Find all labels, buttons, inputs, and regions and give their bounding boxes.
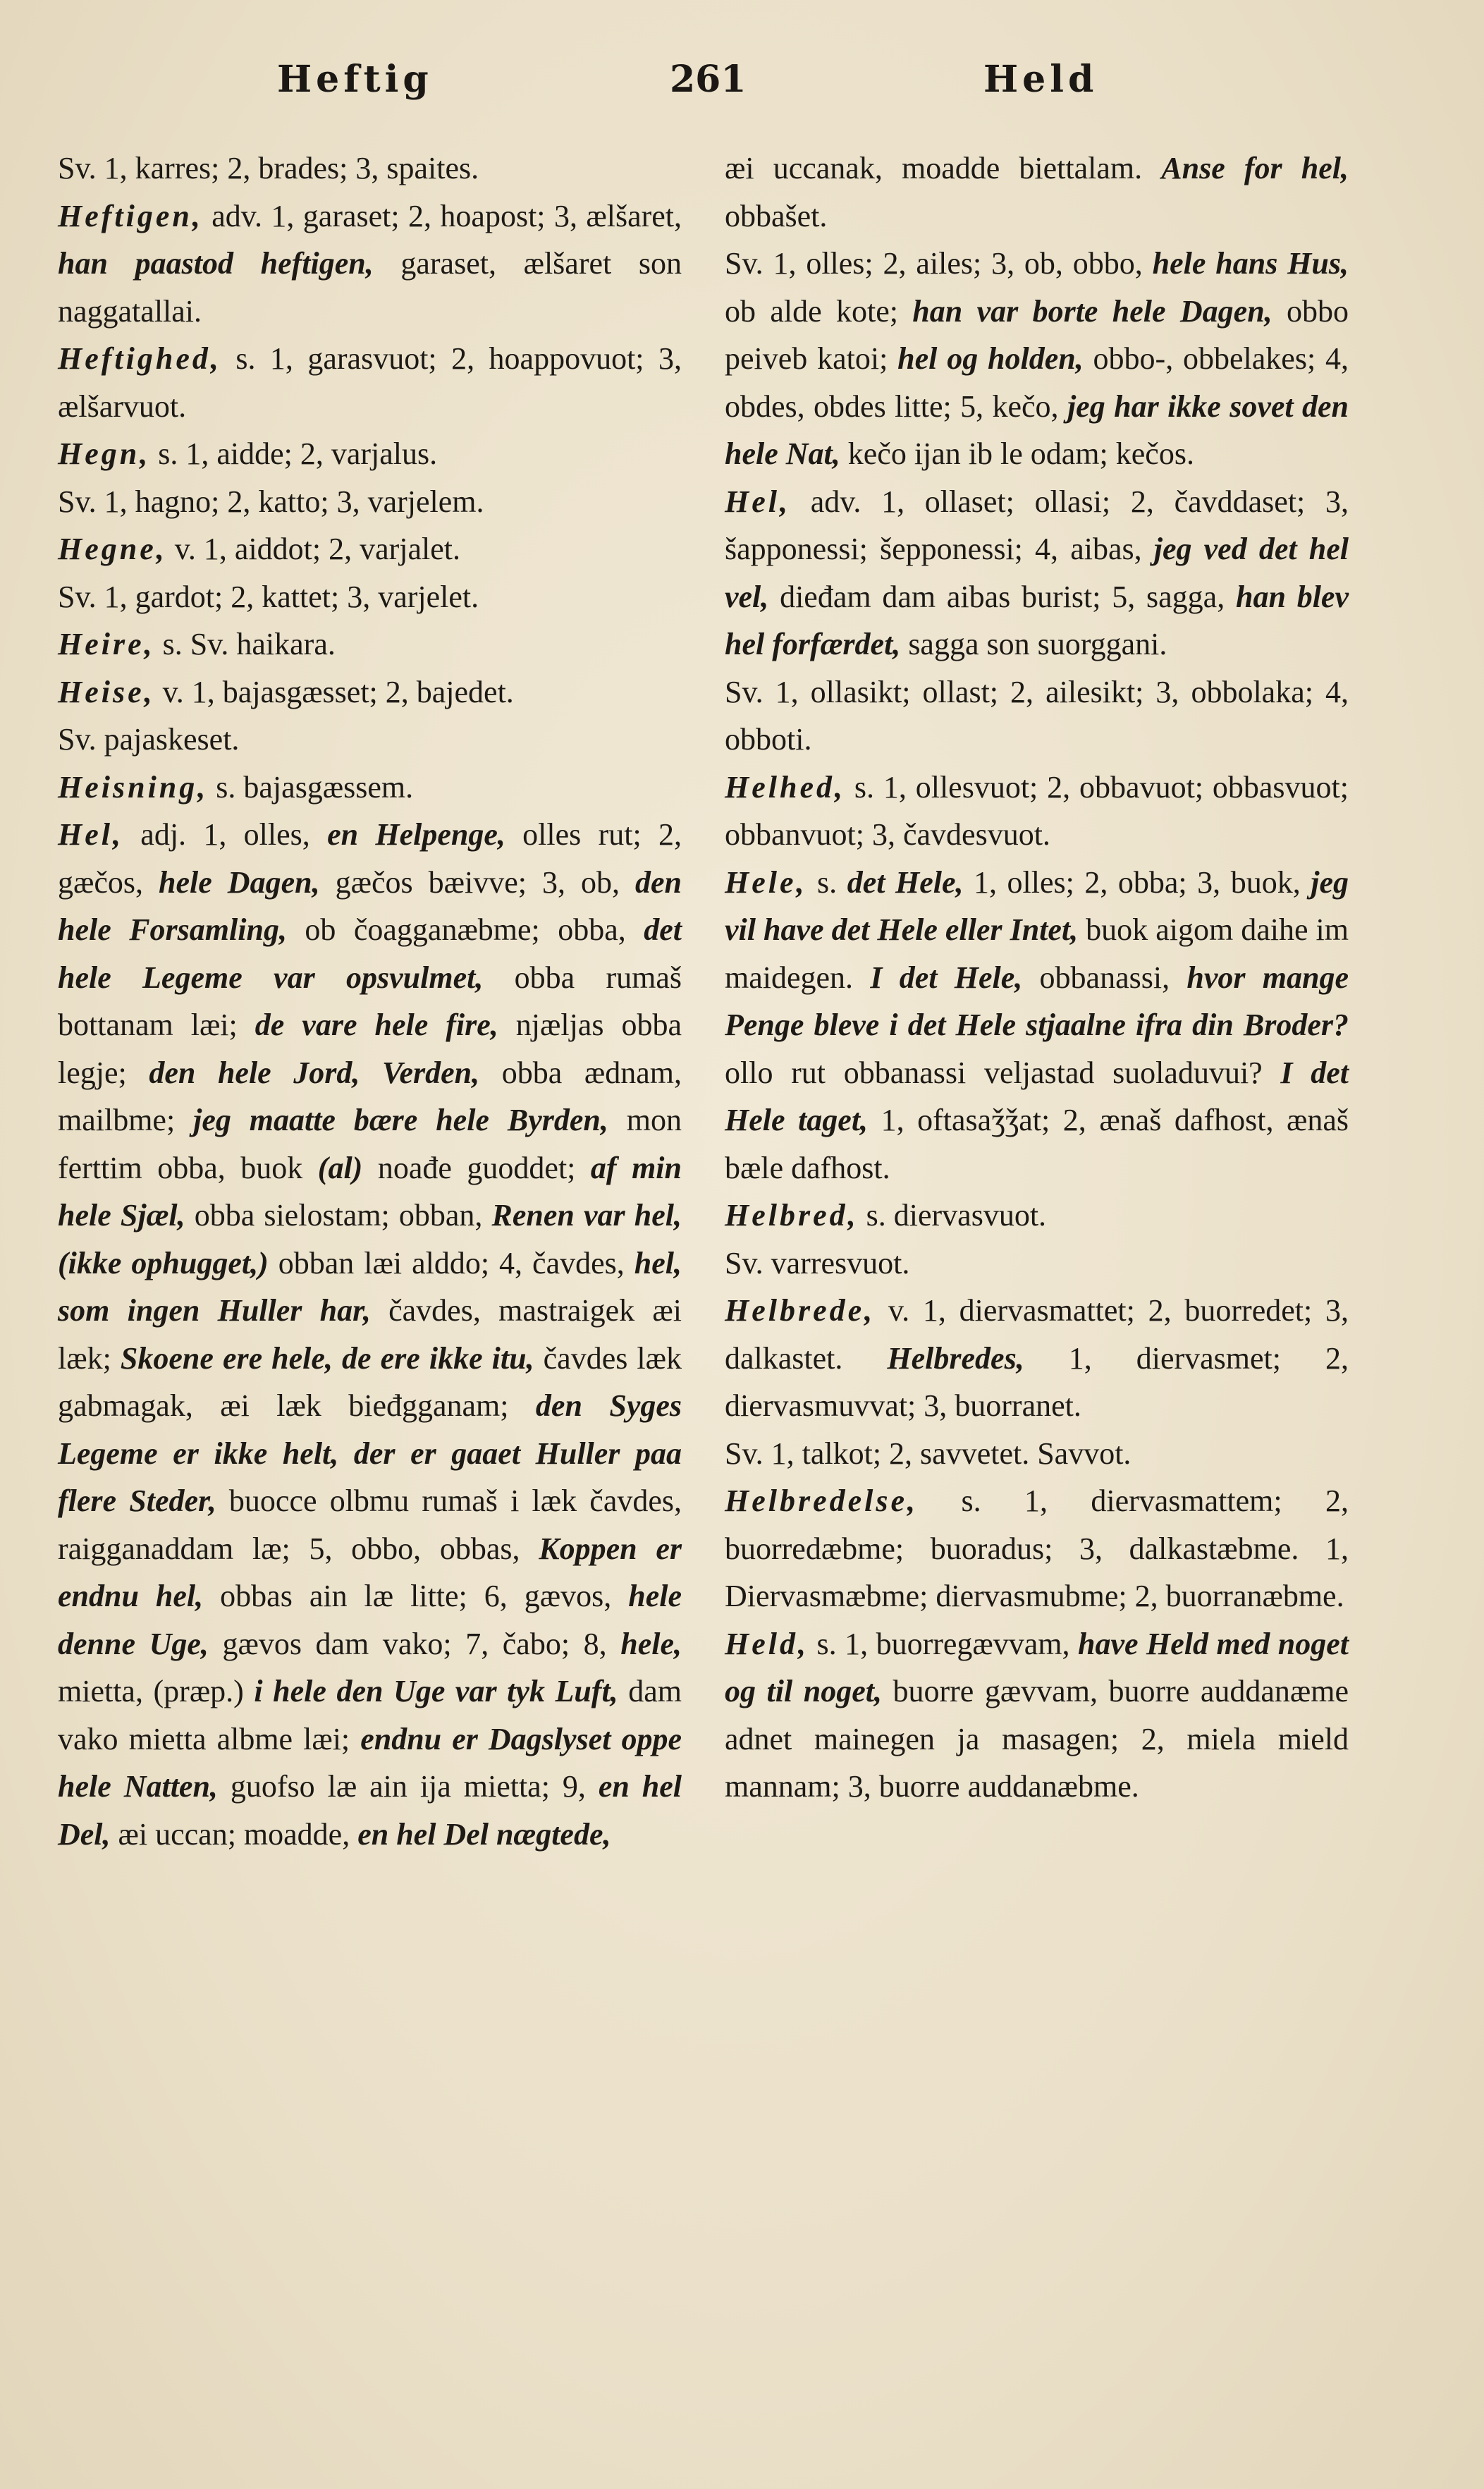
running-header [0, 58, 1484, 114]
entry-text: 1, olles; 2, obba; 3, buok, [963, 864, 1311, 900]
dictionary-entry [58, 192, 682, 336]
dictionary-entry [725, 668, 1349, 764]
entry-text: kečo ijan ib le odam; kečos. [840, 436, 1194, 471]
entry-text: buok aigom daihe im maidegen. [725, 912, 1349, 995]
dictionary-entry [58, 525, 682, 573]
entry-text: Sv. 1, ollasikt; ollast; 2, ailesikt; 3, obbolaka; 4, obboti. [725, 674, 1349, 757]
dictionary-entry [725, 764, 1349, 859]
entry-phrase: det hele Legeme var opsvulmet, [58, 912, 682, 995]
entry-text: obbas ain læ litte; 6, gævos, [203, 1579, 629, 1613]
dictionary-entry [725, 1240, 1349, 1288]
entry-text: čavdes, mastraigek æi læk; [58, 1293, 682, 1376]
entry-text: obbanassi, [1022, 960, 1187, 995]
entry-text: čavdes læk gabmagak, æi læk bieđgganam; [58, 1340, 682, 1423]
dictionary-entry [725, 1287, 1349, 1430]
entry-text: Sv. 1, karres; 2, brades; 3, spaites. [58, 151, 479, 185]
entry-text: Sv. varresvuot. [725, 1245, 910, 1280]
dictionary-entry [725, 1477, 1349, 1620]
entry-text: obbo peiveb katoi; [725, 293, 1349, 376]
entry-text: gæčos bæivve; 3, ob, [319, 864, 636, 900]
entry-text: s. 1, ollesvuot; 2, obbavuot; obbasvuot; obbanvuot; 3, čavdesvuot. [725, 769, 1349, 852]
entry-text: s. 1, buorregævvam, [808, 1626, 1079, 1661]
entry-phrase: hvor mange Penge bleve i det Hele stjaalne ifra din Broder? [725, 960, 1349, 1042]
entry-text: obban læi alddo; 4, čavdes, [268, 1245, 634, 1280]
header-right-word: Held [983, 58, 1098, 101]
entry-phrase: hele denne Uge, [58, 1579, 682, 1661]
entry-phrase: han paastod heftigen, [58, 246, 374, 281]
right-column [725, 145, 1349, 1811]
entry-text: v. 1, bajasgæsset; 2, bajedet. [154, 674, 514, 709]
entry-phrase: af min hele Sjæl, [58, 1150, 682, 1233]
entry-text: æi uccanak, moadde biettalam. [725, 151, 1162, 185]
entry-text: s. 1, garasvuot; 2, hoappovuot; 3, ælšarvuot. [58, 341, 682, 424]
dictionary-entry [725, 859, 1349, 1192]
entry-phrase: hel, som ingen Huller har, [58, 1245, 682, 1328]
entry-headword: Heise, [58, 674, 155, 709]
header-left-word: Heftig [277, 58, 433, 101]
entry-text: obba ædnam, mailbme; [58, 1055, 682, 1137]
entry-text: s. Sv. haikara. [154, 627, 336, 661]
entry-text: s. 1, diervasmattem; 2, buorredæbme; buoradus; 3, dalkastæbme. 1, Diervasmæbme; diervasmubme; 2, buorranæbme. [725, 1484, 1349, 1613]
entry-text: Sv. pajaskeset. [58, 722, 240, 757]
entry-text: s. 1, aidde; 2, varjalus. [150, 436, 438, 471]
entry-headword: Heftighed, [58, 341, 221, 376]
entry-text: buorre gævvam, buorre auddanæme adnet mainegen ja masagen; 2, miela mield mannam; 3, buorre auddanæbme. [725, 1674, 1349, 1804]
entry-phrase: Skoene ere hele, de ere ikke itu, [120, 1340, 534, 1376]
entry-text: noađe guoddet; [362, 1150, 591, 1185]
entry-text: ob alde kote; [725, 293, 913, 329]
entry-headword: Held, [725, 1626, 809, 1661]
dictionary-entry [58, 668, 682, 716]
entry-phrase: det Hele, [847, 864, 964, 900]
entry-phrase: den hele Jord, Verden, [149, 1055, 480, 1090]
entry-phrase: de vare hele fire, [255, 1008, 498, 1042]
dictionary-entry [725, 1620, 1349, 1811]
entry-text: 1, oftasaǯǯat; 2, ænaš dafhost, ænaš bæle dafhost. [725, 1103, 1349, 1185]
entry-text: adv. 1, garaset; 2, hoapost; 3, ælšaret, [202, 198, 682, 233]
entry-phrase: hele, [620, 1626, 682, 1661]
entry-phrase: hel og holden, [897, 341, 1084, 376]
entry-text: mietta, (præp.) [58, 1674, 255, 1708]
entry-phrase: Anse for hel, [1161, 151, 1349, 185]
entry-headword: Hele, [725, 864, 807, 900]
entry-text: adv. 1, ollaset; ollasi; 2, čavddaset; 3, šapponessi; šepponessi; 4, aibas, [725, 484, 1349, 566]
dictionary-entry [58, 811, 682, 1858]
entry-phrase: Renen var hel, (ikke ophugget,) [58, 1198, 682, 1280]
entry-phrase: Koppen er endnu hel, [58, 1531, 682, 1613]
entry-phrase: jeg vil have det Hele eller Intet, [725, 864, 1349, 947]
entry-text: olles rut; 2, gæčos, [58, 817, 682, 900]
dictionary-entry [58, 478, 682, 526]
entry-headword: Heftigen, [58, 198, 203, 233]
entry-text: sagga son suorggani. [900, 627, 1167, 661]
entry-text: æi uccan; moadde, [110, 1816, 358, 1852]
dictionary-entry [58, 335, 682, 430]
entry-text: 1, diervasmet; 2, diervasmuvvat; 3, buorranet. [725, 1340, 1349, 1423]
entry-text: obbo-, obbelakes; 4, obdes, obdes litte; 5, kečo, [725, 341, 1349, 424]
entry-phrase: en Helpenge, [327, 817, 505, 852]
dictionary-entry [58, 620, 682, 668]
entry-text: Sv. 1, talkot; 2, savvetet. Savvot. [725, 1436, 1132, 1471]
entry-text: mon ferttim obba, buok [58, 1103, 682, 1185]
entry-phrase: (al) [317, 1150, 363, 1185]
entry-text: adj. 1, olles, [123, 817, 328, 852]
dictionary-entry [725, 1430, 1349, 1478]
entry-headword: Helbred, [725, 1198, 859, 1233]
entry-text: garaset, ælšaret son naggatallai. [58, 246, 682, 329]
entry-headword: Hegn, [58, 436, 151, 471]
entry-headword: Helbredelse, [725, 1484, 919, 1518]
entry-phrase: han var borte hele Dagen, [912, 293, 1273, 329]
entry-text: dieđam dam aibas burist; 5, sagga, [768, 579, 1236, 614]
dictionary-entry [725, 1192, 1349, 1240]
entry-text: gævos dam vako; 7, čabo; 8, [208, 1626, 621, 1661]
dictionary-entry [725, 240, 1349, 478]
dictionary-entry [58, 145, 682, 192]
entry-text: njæljas obba legje; [58, 1008, 682, 1090]
dictionary-entry [725, 478, 1349, 668]
entry-phrase: en hel Del, [58, 1769, 682, 1852]
entry-phrase: han blev hel forfærdet, [725, 579, 1349, 661]
page-number: 261 [670, 58, 747, 101]
entry-text: guofso læ ain ija mietta; 9, [217, 1769, 599, 1804]
entry-text: obbašet. [725, 198, 828, 233]
entry-text: dam vako mietta albme læi; [58, 1674, 682, 1756]
entry-headword: Hel, [58, 817, 123, 852]
entry-headword: Heisning, [58, 769, 209, 805]
entry-text: Sv. 1, gardot; 2, kattet; 3, varjelet. [58, 579, 479, 614]
dictionary-entry [725, 145, 1349, 240]
entry-text: s. [807, 864, 847, 900]
dictionary-entry [58, 764, 682, 812]
entry-headword: Hegne, [58, 532, 167, 566]
entry-text: obba rumaš bottanam læi; [58, 960, 682, 1042]
entry-phrase: hele hans Hus, [1152, 246, 1349, 281]
entry-phrase: den Syges Legeme er ikke helt, der er gaaet Huller paa flere Steder, [58, 1388, 682, 1518]
entry-phrase: jeg har ikke sovet den hele Nat, [725, 389, 1349, 471]
entry-text: s. bajasgæssem. [208, 769, 414, 805]
entry-headword: Helhed, [725, 769, 845, 805]
entry-text: v. 1, diervasmattet; 2, buorredet; 3, dalkastet. [725, 1293, 1349, 1376]
entry-phrase: endnu er Dagslyset oppe hele Natten, [58, 1721, 682, 1804]
entry-text: ob čoagganæbme; obba, [286, 912, 644, 947]
entry-text: Sv. 1, olles; 2, ailes; 3, ob, obbo, [725, 246, 1153, 281]
entry-text: ollo rut obbanassi veljastad suoladuvui? [725, 1055, 1281, 1090]
entry-text: obba sielostam; obban, [185, 1198, 492, 1233]
entry-phrase: den hele Forsamling, [58, 864, 682, 947]
entry-phrase: jeg ved det hel vel, [725, 532, 1349, 614]
entry-phrase: hele Dagen, [159, 864, 320, 900]
entry-phrase: jeg maatte bære hele Byrden, [193, 1103, 608, 1137]
entry-headword: Hel, [725, 484, 790, 519]
entry-headword: Helbrede, [725, 1293, 876, 1328]
entry-phrase: i hele den Uge var tyk Luft, [254, 1674, 618, 1708]
entry-phrase: Helbredes, [887, 1340, 1024, 1376]
entry-phrase: I det Hele taget, [725, 1055, 1349, 1137]
entry-text: s. diervasvuot. [858, 1198, 1047, 1233]
entry-phrase: have Held med noget og til noget, [725, 1626, 1349, 1708]
dictionary-entry [58, 573, 682, 621]
dictionary-entry [58, 716, 682, 764]
entry-text: v. 1, aiddot; 2, varjalet. [166, 532, 461, 566]
dictionary-entry [58, 430, 682, 478]
left-column [58, 145, 682, 1858]
entry-text: Sv. 1, hagno; 2, katto; 3, varjelem. [58, 484, 484, 519]
entry-phrase: en hel Del nægtede, [357, 1816, 611, 1852]
entry-text: buocce olbmu rumaš i læk čavdes, raigganaddam læ; 5, obbo, obbas, [58, 1484, 682, 1566]
entry-headword: Heire, [58, 627, 155, 661]
entry-phrase: I det Hele, [870, 960, 1023, 995]
